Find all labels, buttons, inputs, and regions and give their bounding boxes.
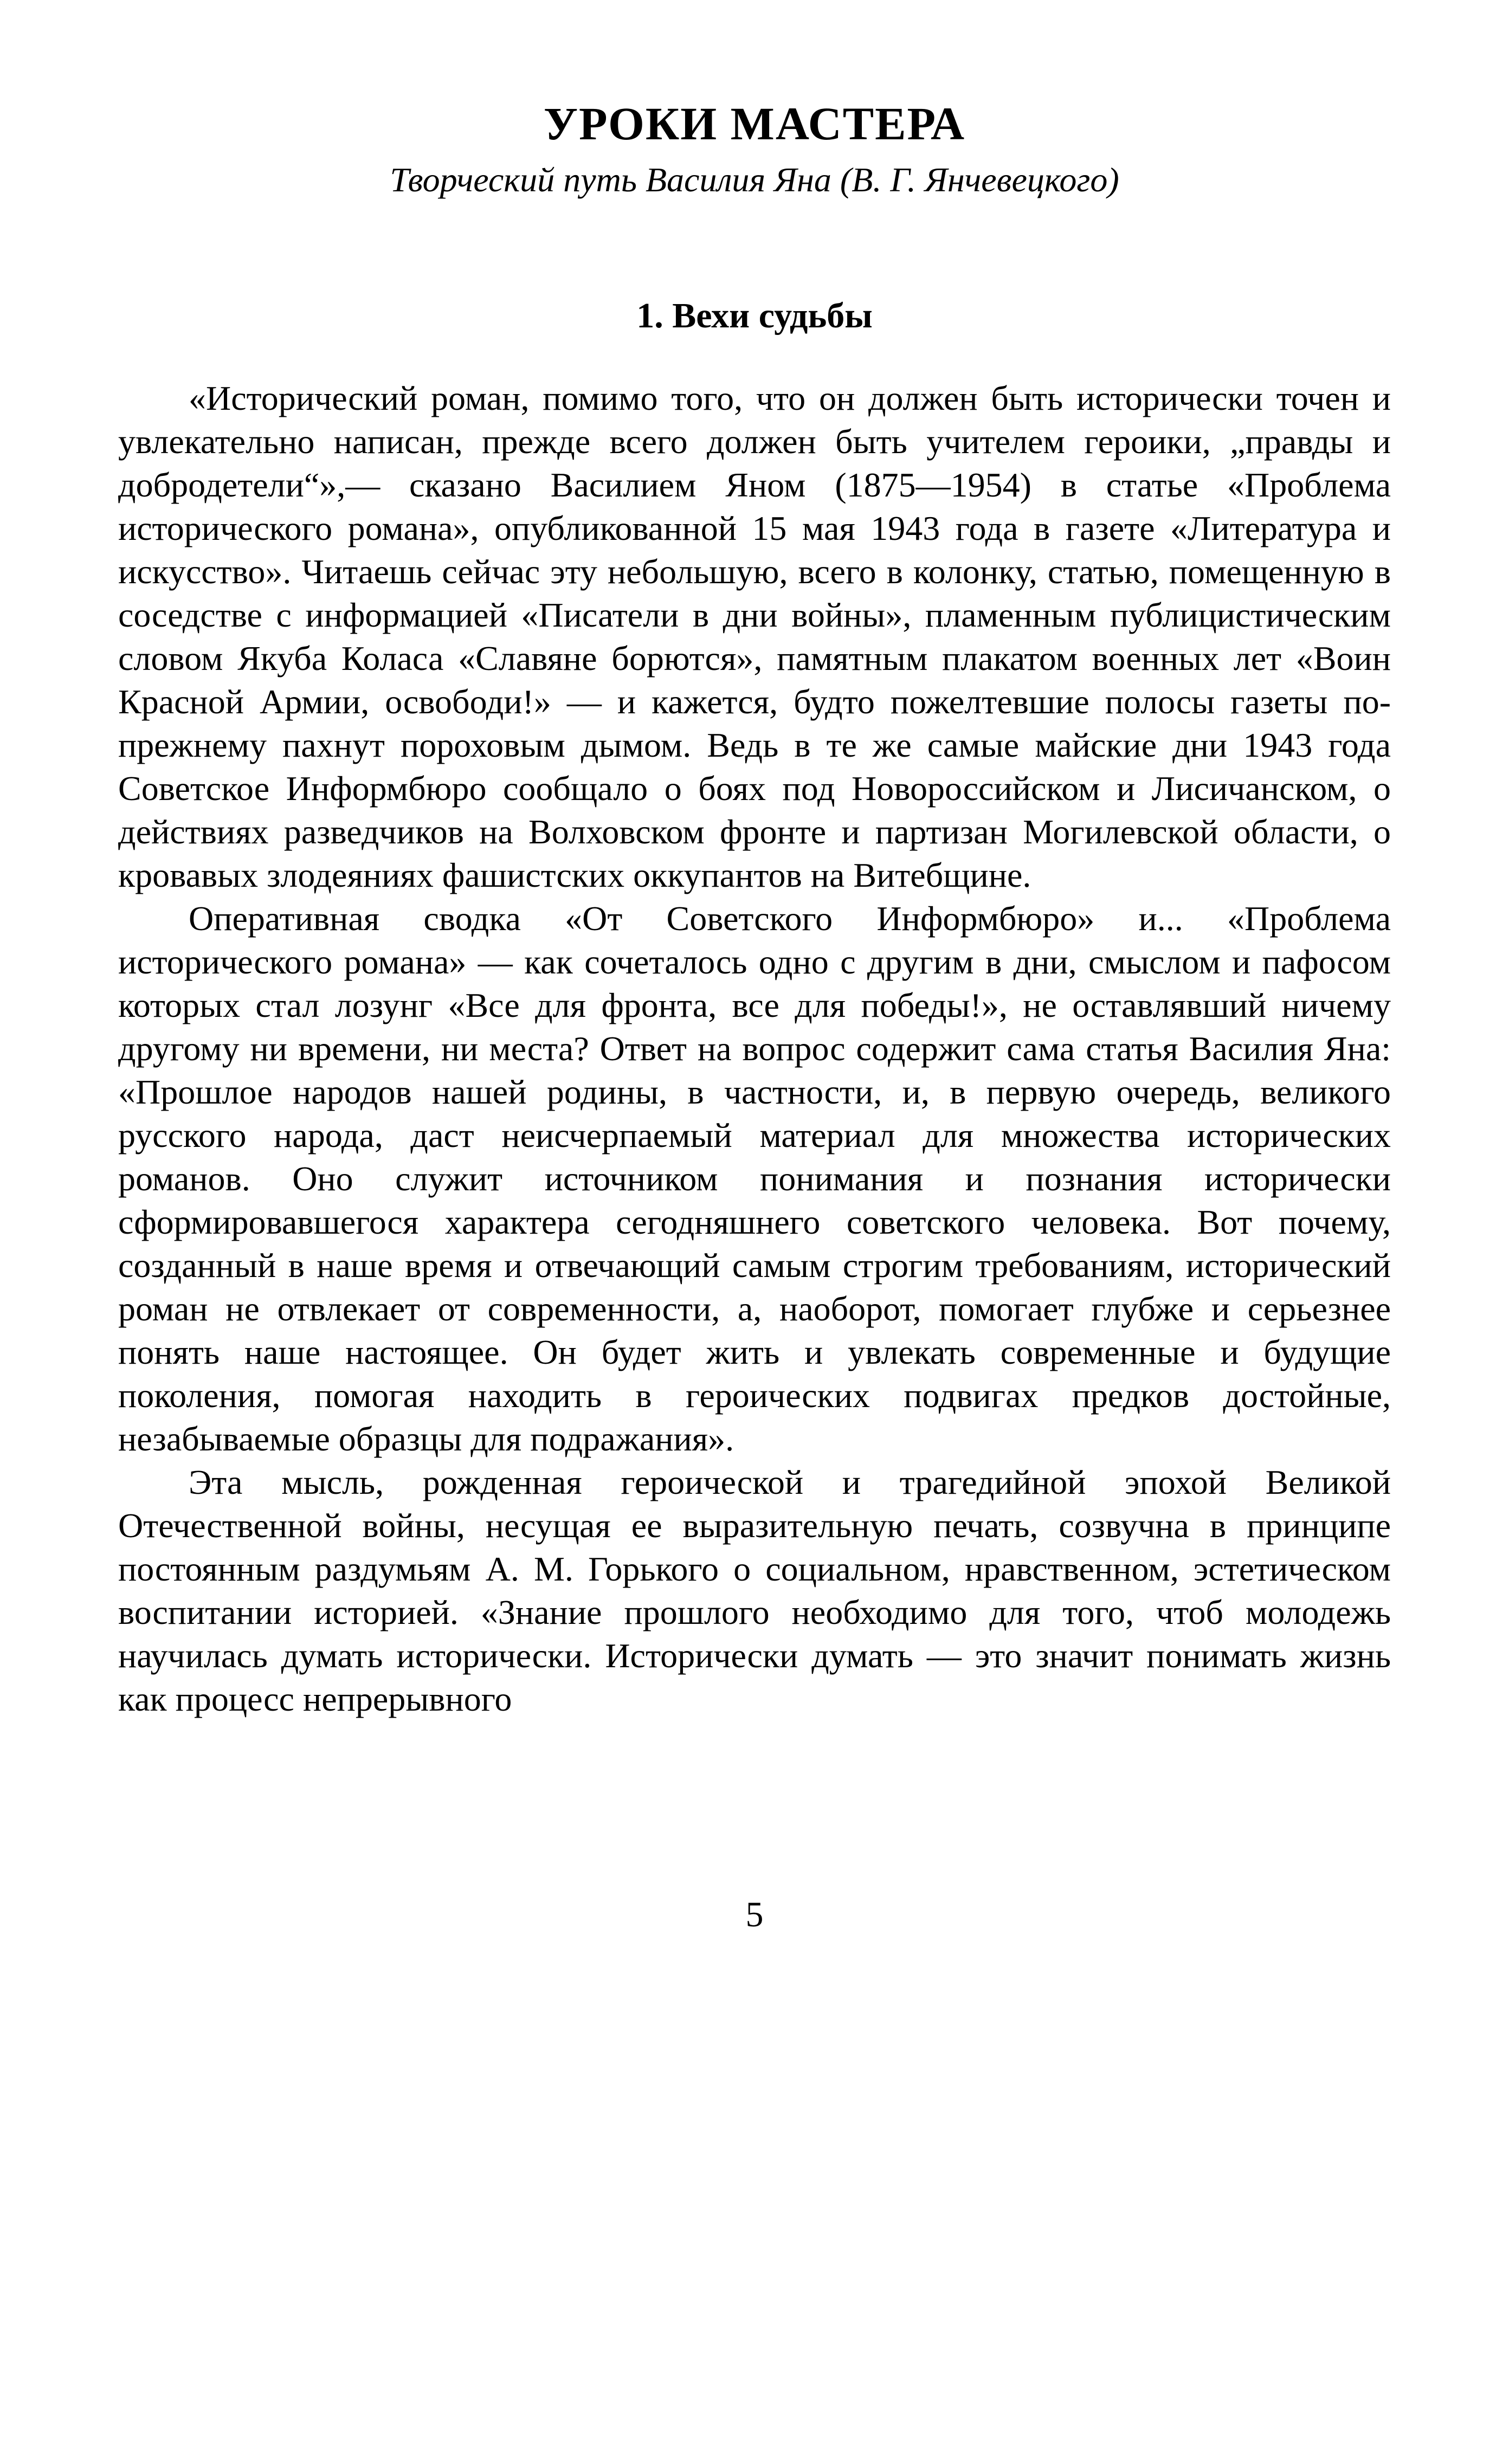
page-title: УРОКИ МАСТЕРА — [543, 98, 966, 150]
body-text — [118, 377, 1391, 1721]
paragraph: Эта мысль, рожденная героической и трагедийной эпохой Великой Отечественной войны, несущая ее выразительную печать, созвучна в принципе постоянным раздумьям А. М. Горького о социальном, нравственном, эстетическом воспитании историей. «Знание прошлого необходимо для того, чтоб молодежь научилась думать исторически. Исторически думать — это значит понимать жизнь как процесс непрерывного — [118, 1463, 1391, 1718]
page-subtitle: Творческий путь Василия Яна (В. Г. Янчевецкого) — [390, 160, 1119, 199]
paragraph: Оперативная сводка «От Советского Информбюро» и... «Проблема исторического романа» — как сочеталось одно с другим в дни, смыслом и пафосом которых стал лозунг «Все для фронта, все для победы!», не оставлявший ничему другому ни времени, ни места? Ответ на вопрос содержит сама статья Василия Яна: «Прошлое народов нашей родины, в частности, и, в первую очередь, великого русского народа, даст неисчерпаемый материал для множества исторических романов. Оно служит источником понимания и познания исторически сформировавшегося характера сегодняшнего советского человека. Вот почему, созданный в наше время и отвечающий самым строгим требованиям, исторический роман не отвлекает от современности, а, наоборот, помогает глубже и серьезнее понять наше настоящее. Он будет жить и увлекать современные и будущие поколения, помогая находить в героических подвигах предков достойные, незабываемые образцы для подражания». — [118, 899, 1391, 1458]
page-number: 5 — [745, 1895, 764, 1934]
paragraph: «Исторический роман, помимо того, что он должен быть исторически точен и увлекательно написан, прежде всего должен быть учителем героики, „правды и добродетели“»,— сказано Василием Яном (1875—1954) в статье «Проблема исторического романа», опубликованной 15 мая 1943 года в газете «Литература и искусство». Читаешь сейчас эту небольшую, всего в колонку, статью, помещенную в соседстве с информацией «Писатели в дни войны», пламенным публицистическим словом Якуба Коласа «Славяне борются», памятным плакатом военных лет «Воин Красной Армии, освободи!» — и кажется, будто пожелтевшие полосы газеты по-прежнему пахнут пороховым дымом. Ведь в те же самые майские дни 1943 года Советское Информбюро сообщало о боях под Новороссийском и Лисичанском, о действиях разведчиков на Волховском фронте и партизан Могилевской области, о кровавых злодеяниях фашистских оккупантов на Витебщине. — [118, 379, 1391, 894]
section-heading: 1. Вехи судьбы — [636, 296, 873, 336]
book-page — [118, 0, 1391, 2464]
